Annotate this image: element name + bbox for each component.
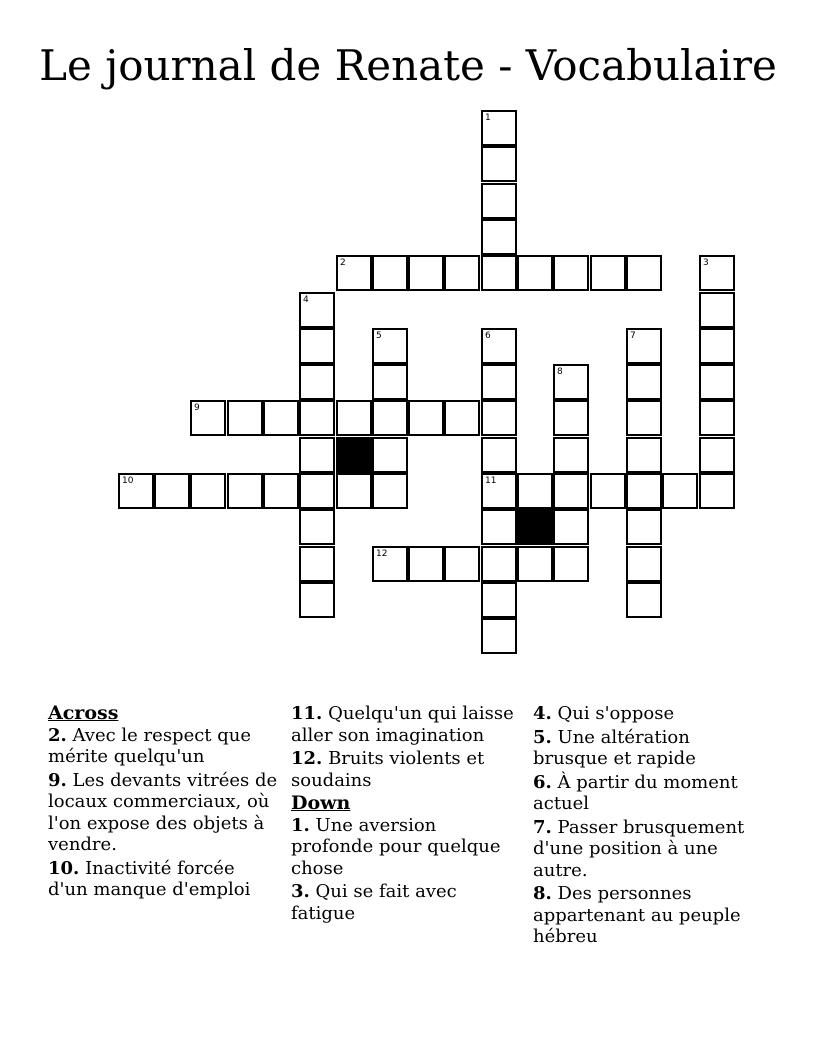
clue-number: 7. bbox=[533, 816, 552, 838]
grid-cell[interactable] bbox=[481, 146, 517, 182]
clue-number: 12. bbox=[291, 748, 323, 769]
cell-number: 4 bbox=[303, 295, 309, 305]
grid-cell[interactable] bbox=[517, 546, 553, 582]
grid-cell[interactable] bbox=[553, 437, 589, 473]
clue-text: Avec le respect que mérite quelqu'un bbox=[48, 724, 252, 767]
grid-cell[interactable] bbox=[263, 400, 299, 436]
grid-cell[interactable] bbox=[372, 364, 408, 400]
grid-cell[interactable] bbox=[299, 509, 335, 545]
grid-cell[interactable] bbox=[444, 255, 480, 291]
cell-number: 9 bbox=[194, 403, 200, 413]
clue-down-8 bbox=[533, 883, 763, 948]
grid-cell[interactable] bbox=[553, 255, 589, 291]
grid-cell[interactable] bbox=[372, 473, 408, 509]
grid-cell[interactable] bbox=[227, 400, 263, 436]
clue-number: 9. bbox=[48, 769, 67, 791]
grid-cell[interactable] bbox=[481, 364, 517, 400]
grid-cell[interactable] bbox=[444, 400, 480, 436]
cell-number: 6 bbox=[485, 331, 491, 341]
clue-text: Qui s'oppose bbox=[557, 703, 675, 724]
grid-cell[interactable] bbox=[553, 364, 589, 400]
clue-across-2 bbox=[48, 725, 278, 768]
clue-down-3 bbox=[291, 881, 521, 924]
grid-cell[interactable] bbox=[408, 400, 444, 436]
grid-cell[interactable] bbox=[336, 255, 372, 291]
clue-number: 2. bbox=[48, 724, 67, 746]
clue-text: Une aversion profonde pour quelque chose bbox=[291, 814, 501, 879]
clue-number: 10. bbox=[48, 857, 80, 879]
grid-cell[interactable] bbox=[481, 183, 517, 219]
clue-text: À partir du moment actuel bbox=[533, 771, 738, 814]
clue-text: Les devants vitrées de locaux commerciaux, où l'on expose des objets à vendre. bbox=[48, 769, 278, 855]
grid-cell[interactable] bbox=[227, 473, 263, 509]
grid-cell[interactable] bbox=[190, 400, 226, 436]
grid-cell[interactable] bbox=[481, 437, 517, 473]
grid-cell[interactable] bbox=[699, 437, 735, 473]
black-cell bbox=[336, 437, 372, 473]
grid-cell[interactable] bbox=[481, 546, 517, 582]
grid-cell[interactable] bbox=[553, 400, 589, 436]
black-cell bbox=[517, 509, 553, 545]
cell-number: 8 bbox=[557, 367, 563, 377]
clue-text: Une altération brusque et rapide bbox=[533, 726, 696, 769]
grid-cell[interactable] bbox=[699, 473, 735, 509]
grid-cell[interactable] bbox=[517, 473, 553, 509]
page-title: Le journal de Renate - Vocabulaire bbox=[39, 41, 777, 90]
clue-number: 5. bbox=[533, 726, 552, 748]
grid-cell[interactable] bbox=[372, 437, 408, 473]
grid-cell[interactable] bbox=[626, 473, 662, 509]
clue-across-12 bbox=[291, 748, 521, 791]
clue-number: 8. bbox=[533, 883, 552, 904]
clue-number: 4. bbox=[533, 703, 552, 724]
grid-cell[interactable] bbox=[299, 546, 335, 582]
grid-cell[interactable] bbox=[336, 473, 372, 509]
grid-cell[interactable] bbox=[626, 437, 662, 473]
clue-text: Passer brusquement d'une position à une autre. bbox=[533, 816, 745, 881]
grid-cell[interactable] bbox=[299, 473, 335, 509]
cell-number: 7 bbox=[630, 331, 636, 341]
grid-cell[interactable] bbox=[263, 473, 299, 509]
grid-cell[interactable] bbox=[481, 110, 517, 146]
across-heading: Across bbox=[48, 702, 119, 724]
grid-cell[interactable] bbox=[481, 509, 517, 545]
grid-cell[interactable] bbox=[626, 364, 662, 400]
clue-across-10 bbox=[48, 858, 278, 901]
cell-number: 10 bbox=[122, 476, 134, 486]
clue-text: Des personnes appartenant au peuple hébreu bbox=[533, 883, 741, 947]
grid-cell[interactable] bbox=[154, 473, 190, 509]
grid-cell[interactable] bbox=[626, 582, 662, 618]
cell-number: 12 bbox=[376, 549, 388, 559]
grid-cell[interactable] bbox=[699, 292, 735, 328]
clues-column-3 bbox=[533, 703, 763, 950]
cell-number: 5 bbox=[376, 331, 382, 341]
grid-cell[interactable] bbox=[626, 509, 662, 545]
down-heading: Down bbox=[291, 792, 351, 814]
cell-number: 1 bbox=[485, 113, 491, 123]
clue-number: 3. bbox=[291, 881, 310, 902]
grid-cell[interactable] bbox=[699, 328, 735, 364]
clue-across-11 bbox=[291, 703, 521, 746]
grid-cell[interactable] bbox=[190, 473, 226, 509]
clue-number: 11. bbox=[291, 703, 323, 724]
clue-down-1 bbox=[291, 815, 521, 880]
grid-cell[interactable] bbox=[299, 364, 335, 400]
grid-cell[interactable] bbox=[299, 582, 335, 618]
grid-cell[interactable] bbox=[699, 364, 735, 400]
grid-cell[interactable] bbox=[699, 255, 735, 291]
grid-cell[interactable] bbox=[662, 473, 698, 509]
grid-cell[interactable] bbox=[299, 437, 335, 473]
grid-cell[interactable] bbox=[590, 255, 626, 291]
grid-cell[interactable] bbox=[626, 328, 662, 364]
grid-cell[interactable] bbox=[481, 582, 517, 618]
grid-cell[interactable] bbox=[372, 546, 408, 582]
grid-cell[interactable] bbox=[481, 618, 517, 654]
clues-column-2 bbox=[291, 703, 521, 926]
grid-cell[interactable] bbox=[626, 255, 662, 291]
cell-number: 2 bbox=[340, 258, 346, 268]
grid-cell[interactable] bbox=[626, 400, 662, 436]
clue-down-6 bbox=[533, 772, 763, 815]
grid-cell[interactable] bbox=[553, 509, 589, 545]
grid-cell[interactable] bbox=[372, 328, 408, 364]
clue-across-9 bbox=[48, 770, 278, 856]
grid-cell[interactable] bbox=[372, 255, 408, 291]
grid-cell[interactable] bbox=[481, 400, 517, 436]
grid-cell[interactable] bbox=[408, 546, 444, 582]
cell-number: 3 bbox=[703, 258, 709, 268]
clues-column-1 bbox=[48, 703, 278, 903]
grid-cell[interactable] bbox=[408, 255, 444, 291]
clue-text: Bruits violents et soudains bbox=[291, 748, 485, 791]
clue-down-7 bbox=[533, 817, 763, 882]
clue-down-5 bbox=[533, 727, 763, 770]
grid-cell[interactable] bbox=[299, 328, 335, 364]
grid-cell[interactable] bbox=[481, 255, 517, 291]
clue-text: Inactivité forcée d'un manque d'emploi bbox=[48, 857, 251, 900]
grid-cell[interactable] bbox=[336, 400, 372, 436]
clue-down-4 bbox=[533, 703, 763, 725]
clue-text: Quelqu'un qui laisse aller son imagination bbox=[291, 703, 514, 746]
grid-cell[interactable] bbox=[299, 292, 335, 328]
grid-cell[interactable] bbox=[517, 255, 553, 291]
clue-number: 1. bbox=[291, 814, 310, 836]
grid-cell[interactable] bbox=[481, 473, 517, 509]
grid-cell[interactable] bbox=[553, 546, 589, 582]
grid-cell[interactable] bbox=[118, 473, 154, 509]
grid-cell[interactable] bbox=[481, 219, 517, 255]
cell-number: 11 bbox=[485, 476, 497, 486]
grid-cell[interactable] bbox=[372, 400, 408, 436]
grid-cell[interactable] bbox=[299, 400, 335, 436]
grid-cell[interactable] bbox=[444, 546, 480, 582]
clue-text: Qui se fait avec fatigue bbox=[291, 881, 457, 924]
grid-cell[interactable] bbox=[553, 473, 589, 509]
grid-cell[interactable] bbox=[626, 546, 662, 582]
grid-cell[interactable] bbox=[590, 473, 626, 509]
grid-cell[interactable] bbox=[481, 328, 517, 364]
clue-number: 6. bbox=[533, 771, 552, 793]
grid-cell[interactable] bbox=[699, 400, 735, 436]
